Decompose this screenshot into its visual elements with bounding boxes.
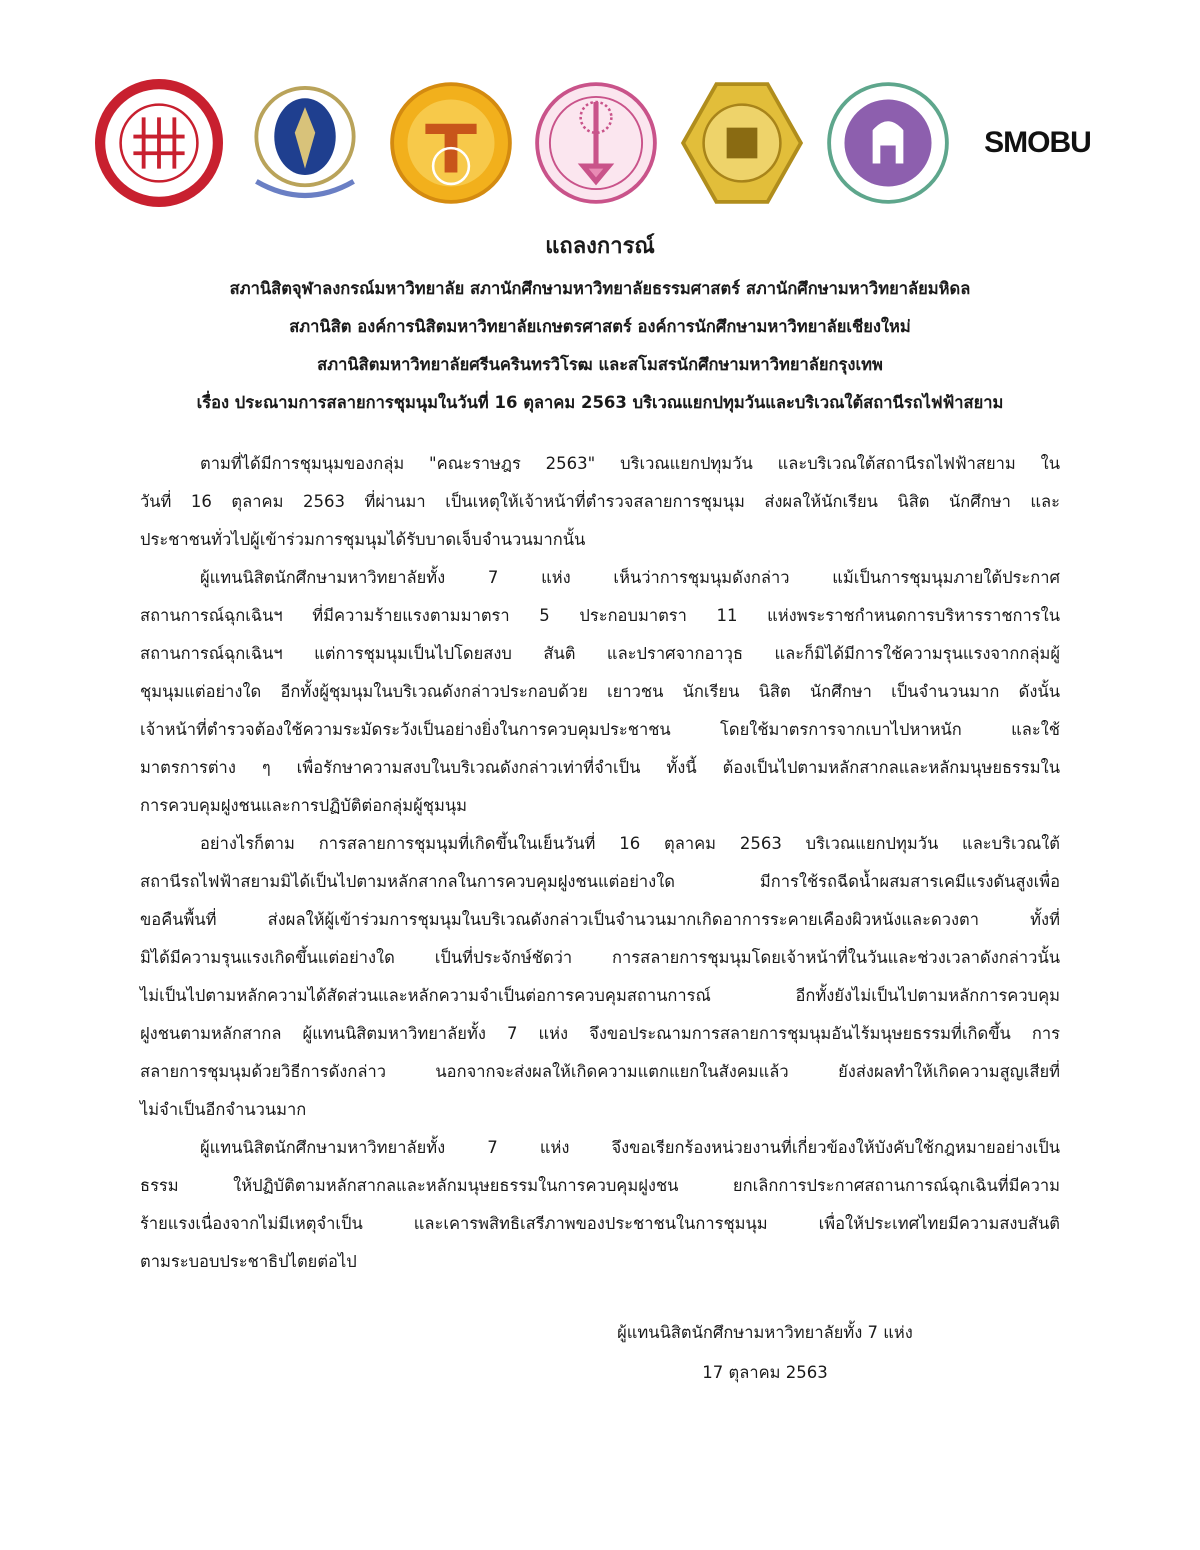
signature-date: 17 ตุลาคม 2563	[702, 1363, 828, 1382]
paragraph-1	[140, 445, 1060, 559]
body-line: ตามที่ได้มีการชุมนุมของกลุ่ม "คณะราษฎร 2563" บริเวณแยกปทุมวัน และบริเวณใต้สถานีรถไฟฟ้าสยาม ใน	[200, 454, 1060, 473]
body-line: ร้ายแรงเนื่องจากไม่มีเหตุจำเป็น และเคารพสิทธิเสรีภาพของประชาชนในการชุมนุม เพื่อให้ประเทศไทยมีความสงบสันติ	[140, 1214, 1060, 1233]
body-line: ขอคืนพื้นที่ ส่งผลให้ผู้เข้าร่วมการชุมนุมในบริเวณดังกล่าวเป็นจำนวนมากเกิดอาการระคายเคืองผิวหนังและดวงตา ทั้งที่	[140, 910, 1060, 929]
chiang-mai-org-logo	[678, 79, 806, 207]
body-line: ฝูงชนตามหลักสากล ผู้แทนนิสิตมหาวิทยาลัยทั้ง 7 แห่ง จึงขอประณามการสลายการชุมนุมอันไร้มนุษยธรรมที่เกิดขึ้น การ	[140, 1024, 1060, 1043]
paragraph-2	[140, 559, 1060, 825]
body-line: ธรรม ให้ปฏิบัติตามหลักสากลและหลักมนุษยธรรมในการควบคุมฝูงชน ยกเลิกการประกาศสถานการณ์ฉุกเฉินที่มีความ	[140, 1176, 1060, 1195]
body-line: สถานการณ์ฉุกเฉินฯ แต่การชุมนุมเป็นไปโดยสงบ สันติ และปราศจากอาวุธ และก็มิได้มีการใช้ความรุนแรงจากกลุ่มผู้	[140, 644, 1060, 663]
heading-line: สภานิสิตจุฬาลงกรณ์มหาวิทยาลัย สภานักศึกษามหาวิทยาลัยธรรมศาสตร์ สภานักศึกษามหาวิทยาลัยมหิดล	[229, 279, 971, 298]
statement-body	[140, 445, 1060, 1281]
paragraph-3	[140, 825, 1060, 1129]
signature-signer: ผู้แทนนิสิตนักศึกษามหาวิทยาลัยทั้ง 7 แห่ง	[617, 1323, 913, 1342]
thammasat-logo	[387, 79, 515, 207]
body-line: ไม่จำเป็นอีกจำนวนมาก	[140, 1100, 307, 1119]
paragraph-4	[140, 1129, 1060, 1281]
body-line: ตามระบอบประชาธิปไตยต่อไป	[140, 1252, 357, 1271]
body-line: สถานการณ์ฉุกเฉินฯ ที่มีความร้ายแรงตามมาตรา 5 ประกอบมาตรา 11 แห่งพระราชกำหนดการบริหารราชการใน	[140, 606, 1060, 625]
body-line: ไม่เป็นไปตามหลักความได้สัดส่วนและหลักความจำเป็นต่อการควบคุมสถานการณ์ อีกทั้งยังไม่เป็นไปตามหลักการควบคุม	[140, 986, 1060, 1005]
body-line: อย่างไรก็ตาม การสลายการชุมนุมที่เกิดขึ้นในเย็นวันที่ 16 ตุลาคม 2563 บริเวณแยกปทุมวัน และบริเวณใต้	[200, 834, 1060, 853]
body-line: สลายการชุมนุมด้วยวิธีการดังกล่าว นอกจากจะส่งผลให้เกิดความแตกแยกในสังคมแล้ว ยังส่งผลทำให้เกิดความสูญเสียที่	[140, 1062, 1060, 1081]
srinakharinwirot-logo	[824, 79, 952, 207]
body-line: ผู้แทนนิสิตนักศึกษามหาวิทยาลัยทั้ง 7 แห่ง จึงขอเรียกร้องหน่วยงานที่เกี่ยวข้องให้บังคับใช้กฎหมายอย่างเป็น	[200, 1138, 1060, 1157]
university-logos-row	[95, 78, 1105, 208]
kasetsart-logo	[532, 79, 660, 207]
document-title: แถลงการณ์	[545, 234, 655, 259]
body-line: มาตรการต่าง ๆ เพื่อรักษาความสงบในบริเวณดังกล่าวเท่าที่จำเป็น ทั้งนี้ ต้องเป็นไปตามหลักสากลและหลักมนุษยธรรมใน	[140, 758, 1060, 777]
chulalongkorn-logo	[95, 79, 223, 207]
heading-line: สภานิสิต องค์การนิสิตมหาวิทยาลัยเกษตรศาสตร์ องค์การนักศึกษามหาวิทยาลัยเชียงใหม่	[289, 317, 911, 336]
statement-heading	[110, 270, 1090, 422]
body-line: เจ้าหน้าที่ตำรวจต้องใช้ความระมัดระวังเป็นอย่างยิ่งในการควบคุมประชาชน โดยใช้มาตรการจากเบาไปหาหนัก และใช้	[140, 720, 1060, 739]
body-line: ผู้แทนนิสิตนักศึกษามหาวิทยาลัยทั้ง 7 แห่ง เห็นว่าการชุมนุมดังกล่าว แม้เป็นการชุมนุมภายใต้ประกาศ	[200, 568, 1060, 587]
body-line: วันที่ 16 ตุลาคม 2563 ที่ผ่านมา เป็นเหตุให้เจ้าหน้าที่ตำรวจสลายการชุมนุม ส่งผลให้นักเรียน นิสิต นักศึกษา และ	[140, 492, 1060, 511]
body-line: ประชาชนทั่วไปผู้เข้าร่วมการชุมนุมได้รับบาดเจ็บจำนวนมากนั้น	[140, 530, 586, 549]
body-line: การควบคุมฝูงชนและการปฏิบัติต่อกลุ่มผู้ชุมนุม	[140, 796, 467, 815]
heading-line: สภานิสิตมหาวิทยาลัยศรีนครินทรวิโรฒ และสโมสรนักศึกษามหาวิทยาลัยกรุงเทพ	[317, 355, 883, 374]
mahidol-logo	[241, 79, 369, 207]
subject-line: เรื่อง ประณามการสลายการชุมนุมในวันที่ 16 ตุลาคม 2563 บริเวณแยกปทุมวันและบริเวณใต้สถานีรถไฟฟ้าสยาม	[196, 393, 1004, 412]
smobu-logo: SMOBU	[984, 126, 1091, 159]
body-line: ชุมนุมแต่อย่างใด อีกทั้งผู้ชุมนุมในบริเวณดังกล่าวประกอบด้วย เยาวชน นักเรียน นิสิต นักศึกษา เป็นจำนวนมาก ดังนั้น	[140, 682, 1060, 701]
body-line: มิได้มีความรุนแรงเกิดขึ้นแต่อย่างใด เป็นที่ประจักษ์ชัดว่า การสลายการชุมนุมโดยเจ้าหน้าที่ในวันและช่วงเวลาดังกล่าวนั้น	[140, 948, 1060, 967]
body-line: สถานีรถไฟฟ้าสยามมิได้เป็นไปตามหลักสากลในการควบคุมฝูงชนแต่อย่างใด มีการใช้รถฉีดน้ำผสมสารเคมีแรงดันสูงเพื่อ	[140, 872, 1060, 891]
